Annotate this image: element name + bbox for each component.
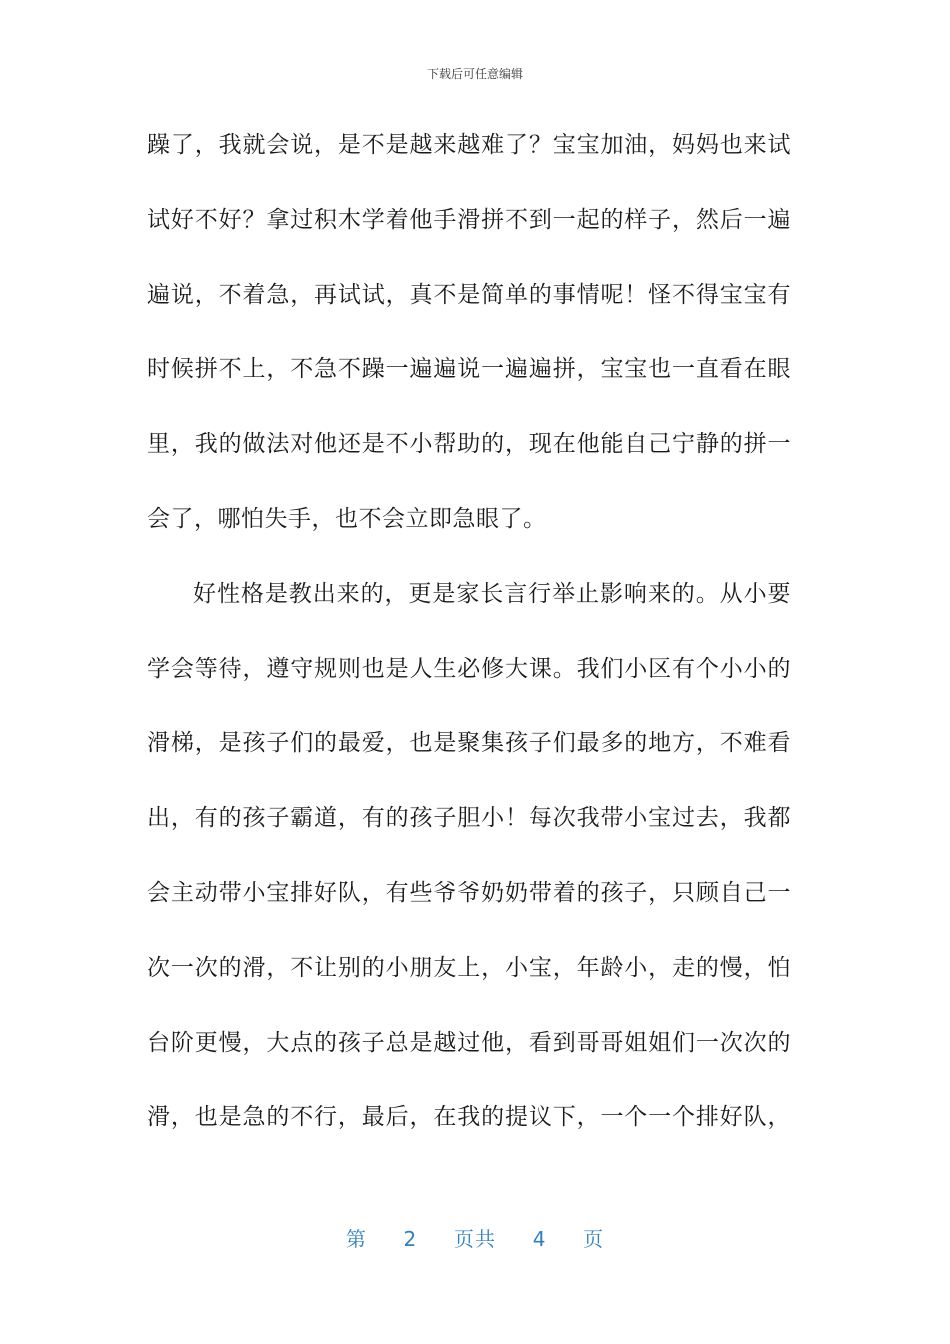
text-line: 次一次的滑，不让别的小朋友上，小宝，年龄小，走的慢，怕	[147, 954, 791, 981]
current-page-number: 2	[403, 1227, 418, 1251]
text-line: 试好不好？拿过积木学着他手滑拼不到一起的样子，然后一遍	[147, 206, 791, 233]
text-line: 时候拼不上，不急不躁一遍遍说一遍遍拼，宝宝也一直看在眼	[147, 356, 791, 383]
text-line: 躁了，我就会说，是不是越来越难了？宝宝加油，妈妈也来试	[147, 132, 791, 158]
footer-prefix: 第	[345, 1227, 367, 1251]
text-line: 台阶更慢，大点的孩子总是越过他，看到哥哥姐姐们一次次的	[147, 1029, 791, 1056]
text-line: 出，有的孩子霸道，有的孩子胆小！每次我带小宝过去，我都	[147, 805, 791, 832]
text-line: 里，我的做法对他还是不小帮助的，现在他能自己宁静的拼一	[147, 431, 791, 458]
footer-middle: 页共	[454, 1227, 496, 1251]
text-line: 遍说，不着急，再试试，真不是简单的事情呢！怪不得宝宝有	[147, 281, 791, 308]
footer-suffix: 页	[583, 1227, 605, 1251]
page-header: 下载后可任意编辑	[426, 67, 523, 81]
text-line: 好性格是教出来的，更是家长言行举止影响来的。从小要	[193, 580, 791, 607]
text-line: 滑，也是急的不行，最后，在我的提议下，一个一个排好队，	[147, 1104, 791, 1131]
text-line: 滑梯，是孩子们的最爱，也是聚集孩子们最多的地方，不难看	[147, 730, 791, 757]
text-line: 会主动带小宝排好队，有些爷爷奶奶带着的孩子，只顾自己一	[147, 879, 791, 906]
text-line: 学会等待，遵守规则也是人生必修大课。我们小区有个小小的	[147, 655, 791, 682]
document-body	[147, 118, 791, 1165]
total-pages-number: 4	[532, 1227, 547, 1251]
page-number-footer	[0, 1226, 950, 1252]
text-line: 会了，哪怕失手，也不会立即急眼了。	[147, 505, 547, 532]
